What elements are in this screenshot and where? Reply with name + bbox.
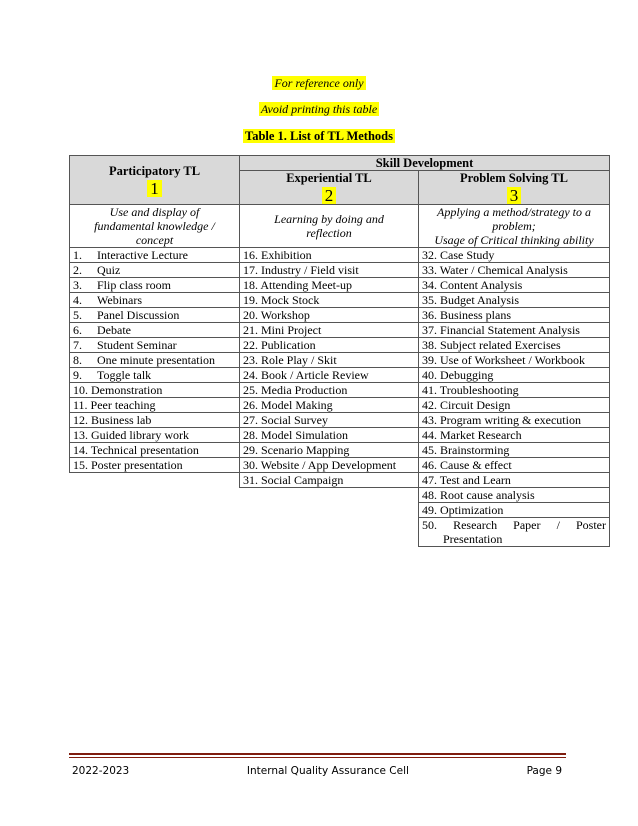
table-row [70, 413, 610, 428]
last-item-line1: 50. Research Paper / Poster [422, 518, 607, 532]
problem-solving-item: 47. Test and Learn [419, 473, 610, 488]
participatory-item [70, 353, 240, 368]
experiential-number: 2 [322, 187, 337, 204]
item-label: Panel Discussion [97, 308, 180, 322]
table-row [70, 428, 610, 443]
item-label: Quiz [97, 263, 121, 277]
experiential-item: 27. Social Survey [240, 413, 419, 428]
problem-solving-item: 43. Program writing & execution [419, 413, 610, 428]
item-label: 10. Demonstration [73, 383, 163, 397]
participatory-item [70, 248, 240, 263]
footer-year: 2022-2023 [72, 765, 130, 777]
experiential-item: 29. Scenario Mapping [240, 443, 419, 458]
participatory-item [70, 338, 240, 353]
participatory-title: Participatory TL [108, 163, 201, 178]
problem-solving-item: 38. Subject related Exercises [419, 338, 610, 353]
problem-solving-item: 48. Root cause analysis [419, 488, 610, 503]
table-row [70, 293, 610, 308]
item-label: Flip class room [97, 278, 171, 292]
table-row [70, 368, 610, 383]
table-row [70, 503, 610, 518]
problem-solving-description-line2: Usage of Critical thinking ability [434, 233, 594, 247]
empty-cell [70, 503, 240, 518]
problem-solving-item: 44. Market Research [419, 428, 610, 443]
table-row [70, 248, 610, 263]
participatory-item [70, 263, 240, 278]
table-row [70, 353, 610, 368]
problem-solving-item: 37. Financial Statement Analysis [419, 323, 610, 338]
table-row [70, 338, 610, 353]
experiential-item: 21. Mini Project [240, 323, 419, 338]
problem-solving-description-line1: Applying a method/strategy to a problem; [437, 205, 591, 233]
table-row [70, 443, 610, 458]
participatory-item [70, 428, 240, 443]
footer-rule [69, 753, 566, 755]
problem-solving-item: 42. Circuit Design [419, 398, 610, 413]
participatory-item [70, 398, 240, 413]
item-number: 6. [73, 323, 82, 337]
item-label: 12. Business lab [73, 413, 152, 427]
item-label: 11. Peer teaching [73, 398, 156, 412]
table-row [70, 518, 610, 547]
experiential-item: 26. Model Making [240, 398, 419, 413]
problem-solving-item: 45. Brainstorming [419, 443, 610, 458]
table-row [70, 323, 610, 338]
problem-solving-title: Problem Solving TL [460, 171, 568, 185]
empty-cell [70, 473, 240, 488]
participatory-item [70, 278, 240, 293]
problem-solving-item: 36. Business plans [419, 308, 610, 323]
experiential-title: Experiential TL [286, 171, 372, 185]
participatory-description: Use and display of fundamental knowledge / concept [70, 205, 240, 248]
experiential-header [240, 171, 419, 205]
problem-solving-item: 46. Cause & effect [419, 458, 610, 473]
experiential-item: 30. Website / App Development [240, 458, 419, 473]
item-label: 13. Guided library work [73, 428, 189, 442]
table-row [70, 398, 610, 413]
participatory-number: 1 [147, 180, 162, 197]
experiential-item: 23. Role Play / Skit [240, 353, 419, 368]
item-number: 4. [73, 293, 82, 307]
table-row [70, 278, 610, 293]
item-number: 9. [73, 368, 82, 382]
problem-solving-item [419, 518, 610, 547]
experiential-item: 17. Industry / Field visit [240, 263, 419, 278]
problem-solving-item: 40. Debugging [419, 368, 610, 383]
table-caption: Table 1. List of TL Methods [245, 129, 393, 143]
participatory-item [70, 383, 240, 398]
experiential-description: Learning by doing and reflection [240, 205, 419, 248]
experiential-item: 24. Book / Article Review [240, 368, 419, 383]
item-label: One minute presentation [97, 353, 215, 367]
item-number: 3. [73, 278, 82, 292]
table-row [70, 458, 610, 473]
experiential-item: 31. Social Campaign [240, 473, 419, 488]
empty-cell [240, 518, 419, 547]
table-row [70, 263, 610, 278]
participatory-item [70, 443, 240, 458]
participatory-item [70, 308, 240, 323]
problem-solving-item: 35. Budget Analysis [419, 293, 610, 308]
empty-cell [70, 518, 240, 547]
empty-cell [70, 488, 240, 503]
participatory-item [70, 458, 240, 473]
table-row [70, 308, 610, 323]
item-label: 14. Technical presentation [73, 443, 199, 457]
experiential-item: 18. Attending Meet-up [240, 278, 419, 293]
footer-rule-thin [69, 757, 566, 758]
item-number: 7. [73, 338, 82, 352]
reference-note: For reference only [274, 76, 364, 90]
problem-solving-item: 33. Water / Chemical Analysis [419, 263, 610, 278]
item-label: Interactive Lecture [97, 248, 188, 262]
item-label: Webinars [97, 293, 143, 307]
item-number: 5. [73, 308, 82, 322]
footer-page: Page 9 [526, 765, 562, 777]
experiential-item: 20. Workshop [240, 308, 419, 323]
page-footer [72, 765, 562, 777]
problem-solving-item: 34. Content Analysis [419, 278, 610, 293]
problem-solving-number: 3 [507, 187, 522, 204]
experiential-item: 19. Mock Stock [240, 293, 419, 308]
printing-note: Avoid printing this table [260, 102, 378, 116]
tl-methods-table [69, 155, 610, 547]
item-label: 15. Poster presentation [73, 458, 183, 472]
item-number: 2. [73, 263, 82, 277]
experiential-item: 16. Exhibition [240, 248, 419, 263]
empty-cell [240, 503, 419, 518]
item-label: Toggle talk [97, 368, 152, 382]
problem-solving-item: 49. Optimization [419, 503, 610, 518]
skill-development-header: Skill Development [240, 156, 610, 171]
item-label: Student Seminar [97, 338, 177, 352]
problem-solving-item: 32. Case Study [419, 248, 610, 263]
participatory-header [70, 156, 240, 205]
last-item-line2: Presentation [443, 532, 503, 546]
table-row [70, 383, 610, 398]
experiential-item: 28. Model Simulation [240, 428, 419, 443]
experiential-item: 25. Media Production [240, 383, 419, 398]
problem-solving-description [419, 205, 610, 248]
table-row [70, 473, 610, 488]
participatory-item [70, 368, 240, 383]
item-number: 8. [73, 353, 82, 367]
problem-solving-header [419, 171, 610, 205]
participatory-item [70, 323, 240, 338]
problem-solving-item: 41. Troubleshooting [419, 383, 610, 398]
item-number: 1. [73, 248, 82, 262]
participatory-item [70, 413, 240, 428]
participatory-item [70, 293, 240, 308]
empty-cell [240, 488, 419, 503]
table-row [70, 488, 610, 503]
footer-cell: Internal Quality Assurance Cell [246, 765, 409, 777]
item-label: Debate [97, 323, 131, 337]
experiential-item: 22. Publication [240, 338, 419, 353]
problem-solving-item: 39. Use of Worksheet / Workbook [419, 353, 610, 368]
